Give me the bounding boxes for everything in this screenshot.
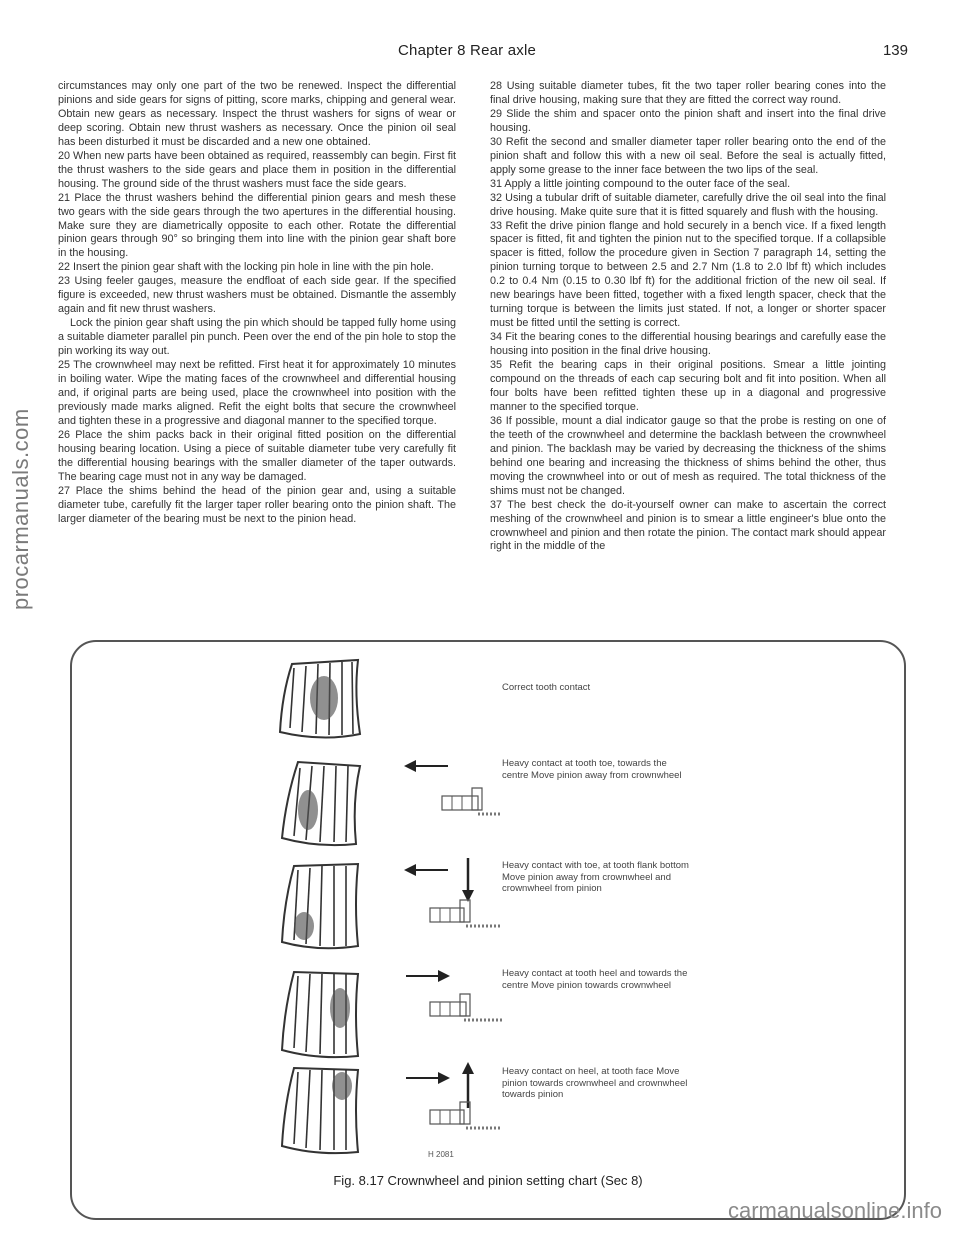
paragraph: 26 Place the shim packs back in their original fitted position on the differential housing bearing location. Using a piece of suitable diameter tube very carefully fit the differential housing bearings with the smaller diameter of the taper outwards. The bearing cage must not in any way be damaged. [58, 428, 456, 483]
paragraph: 27 Place the shims behind the head of the pinion gear and, using a suitable diameter tube, carefully fit the larger taper roller bearing onto the pinion shaft. The larger diameter of the bearing must be next to the pinion head. [58, 484, 456, 525]
chart-row-heel-face [72, 1058, 904, 1148]
right-column [490, 80, 886, 554]
arrow-right-icon [402, 962, 502, 1052]
paragraph: 29 Slide the shim and spacer onto the pinion shaft and insert into the final drive housing. [490, 107, 886, 134]
chart-row-toe-centre [72, 752, 904, 842]
paragraph: Lock the pinion gear shaft using the pin which should be tapped fully home using a suitable diameter parallel pin punch. Peen over the end of the pin hole to stop the pin working its way out. [58, 317, 456, 358]
paragraph: 33 Refit the drive pinion flange and hold securely in a bench vice. If a fixed length spacer is fitted, fit and tighten the pinion nut to the specified torque. If a collapsible spacer is fitted, follow the procedure given in Section 7 paragraph 14, setting the pinion turning torque to between 2.5 and 2.7 Nm (1.8 to 2.0 lbf ft) which includes 0.2 to 0.4 Nm (0.15 to 0.30 lbf ft) for the additional friction of the new oil seal. If new bearings have been fitted, together with a fixed length spacer, check that the turning torque is between the limits just stated. If not, a longer or shorter spacer must be fitted until the setting is correct. [490, 219, 886, 330]
paragraph: 30 Refit the second and smaller diameter taper roller bearing onto the end of the pinion shaft and follow this with a new oil seal. Before the seal is actually fitted, apply some grease to the inner face between the two lips of the seal. [490, 135, 886, 176]
row-label: Heavy contact on heel, at tooth face Move pinion towards crownwheel and crownwheel towards pinion [502, 1066, 688, 1100]
paragraph: 37 The best check the do-it-yourself owner can make to ascertain the correct meshing of the crownwheel and pinion is to smear a little engineer's blue onto the crownwheel and pinion and then rotate the pinion. The contact mark should appear right in the middle of the [490, 498, 886, 553]
arrow-right-up-icon [402, 1058, 502, 1154]
row-label: Heavy contact with toe, at tooth flank bottom Move pinion away from crownwheel and crownwheel from pinion [502, 860, 689, 894]
row-label: Heavy contact at tooth toe, towards the centre Move pinion away from crownwheel [502, 758, 682, 781]
chart-row-correct [72, 654, 904, 744]
chapter-title: Chapter 8 Rear axle [398, 42, 537, 59]
figure-caption: Fig. 8.17 Crownwheel and pinion setting chart (Sec 8) [333, 1173, 643, 1188]
bottom-watermark: carmanualsonline.info [727, 1198, 942, 1223]
row-label: Heavy contact at tooth heel and towards the centre Move pinion towards crownwheel [502, 968, 688, 991]
chart-row-heel-centre [72, 962, 904, 1052]
chart-row-toe-flank [72, 854, 904, 944]
gear-tooth-icon [272, 752, 372, 852]
paragraph: 20 When new parts have been obtained as required, reassembly can begin. First fit the thrust washers to the side gears and place them in position in the differential housing. The ground side of the thrust washers must face the side gears. [58, 149, 456, 190]
paragraph: 34 Fit the bearing cones to the differential housing bearings and carefully ease the housing into position in the final drive housing. [490, 331, 886, 358]
paragraph: 32 Using a tubular drift of suitable diameter, carefully drive the oil seal into the final drive housing. Make quite sure that it is fitted squarely and flush with the housing. [490, 191, 886, 218]
page-number: 139 [882, 42, 908, 59]
arrow-left-icon [402, 752, 502, 842]
figure-tag: H 2081 [428, 1150, 454, 1159]
gear-tooth-icon [272, 962, 372, 1062]
paragraph: 36 If possible, mount a dial indicator gauge so that the probe is resting on one of the teeth of the crownwheel and determine the backlash between the crownwheel and pinion. The backlash may be varied by decreasing the thickness of the shims behind one bearing and increasing the thickness of shims behind the other, thus moving the crownwheel into or out of mesh as required. The total thickness of the shims must not be changed. [490, 414, 886, 497]
gear-tooth-icon [272, 1058, 372, 1158]
paragraph: 23 Using feeler gauges, measure the endfloat of each side gear. If the specified figure is exceeded, new thrust washers must be obtained. Dismantle the assembly again and fit new thrust washers. [58, 275, 456, 316]
setting-chart-figure [70, 640, 906, 1220]
gear-tooth-icon [272, 854, 372, 954]
paragraph: 35 Refit the bearing caps in their original positions. Smear a little jointing compound on the threads of each cap securing bolt and fit into position. When all four bolts have been refitted tighten these up in a diagonal and progressive manner to the specified torque. [490, 359, 886, 413]
paragraph: 25 The crownwheel may next be refitted. First heat it for approximately 10 minutes in boiling water. Wipe the mating faces of the crownwheel and differential housing and, if original parts are being used, place the crownwheel into position with the previously made marks aligned. Refit the eight bolts that secure the crownwheel and tighten these in a progressive and diagonal manner to the specified torque. [58, 359, 456, 427]
paragraph: 21 Place the thrust washers behind the differential pinion gears and mesh these two gears with the side gears through the two apertures in the differential housing. Make sure they are diametrically opposite to each other. Rotate the differential pinion gears through 90° so bringing them into line with the pinion gear shaft bore in the housing. [58, 191, 456, 260]
page-header [58, 42, 908, 66]
gear-tooth-icon [272, 654, 372, 746]
left-column [58, 80, 456, 527]
side-watermark: procarmanuals.com [8, 408, 33, 610]
paragraph: circumstances may only one part of the two be renewed. Inspect the differential pinions and side gears for signs of pitting, score marks, chipping and general wear. Obtain new gears as necessary. Inspect the thrust washers for signs of wear or deep scoring. Obtain new thrust washers as necessary. Once the pinion oil seal has been disturbed it must be discarded and a new one obtained. [58, 80, 456, 148]
paragraph: 31 Apply a little jointing compound to the outer face of the seal. [490, 177, 791, 190]
arrow-left-down-icon [402, 854, 502, 950]
paragraph: 22 Insert the pinion gear shaft with the locking pin hole in line with the pin hole. [58, 261, 434, 274]
row-label: Correct tooth contact [502, 682, 591, 693]
paragraph: 28 Using suitable diameter tubes, fit the two taper roller bearing cones into the final drive housing, making sure that they are fitted the correct way round. [490, 80, 886, 106]
